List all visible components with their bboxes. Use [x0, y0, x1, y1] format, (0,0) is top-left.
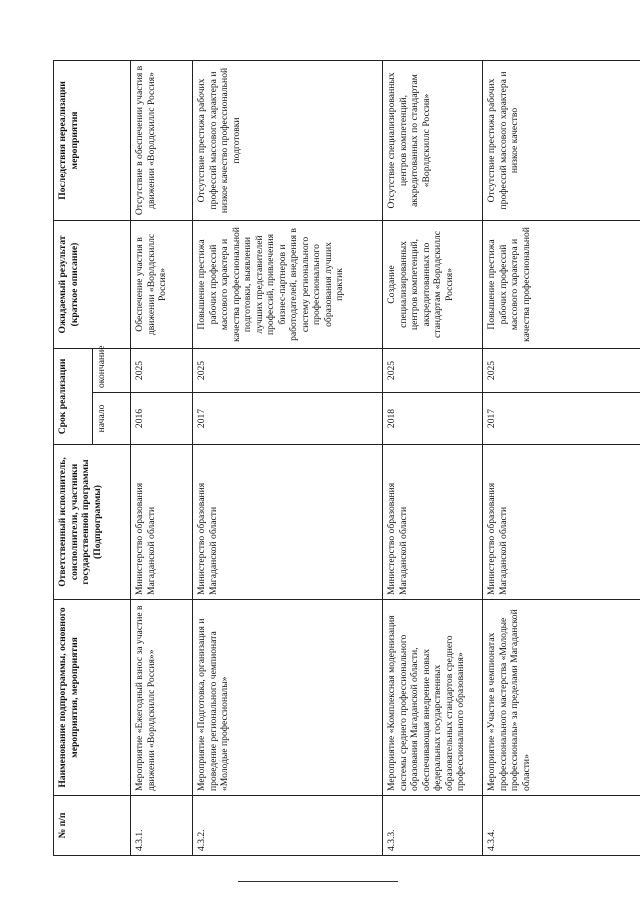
row-start: 2018	[383, 393, 483, 445]
rotated-page	[53, 61, 640, 856]
row-num: 4.3.3.	[383, 796, 483, 856]
header-name: Наименование подпрограммы, основного мероприятия, мероприятия	[54, 600, 131, 796]
row-num: 4.3.4.	[483, 796, 640, 856]
row-consequences: Отсутствие специализированных центров компетенций, аккредитованных по стандартам «Ворлдскиллс Россия»	[383, 60, 483, 220]
row-name: Мероприятие «Участие в чемпионатах профессионального мастерства «Молодые профессионалы» за пределами Магаданской области»	[483, 600, 640, 796]
row-result: Повышение престижа рабочих профессий массового характера и качества профессиональной подготовки, выявлении лучших представителей профессий, привлечения бизнес-партнеров и работодателей, внедрения в систему регионального профессионального образования лучших практик	[193, 220, 383, 348]
row-name: Мероприятие «Ежегодный взнос за участие в движении «Ворлдскиллс Россия»»	[131, 600, 193, 796]
row-consequences: Отсутствие в обеспечении участия в движении «Ворлдскиллс Россия»	[131, 60, 193, 220]
header-period: Срок реализации	[54, 348, 93, 444]
row-executor: Министерство образования Магаданской области	[483, 445, 640, 600]
header-consequences: Последствия нереализации мероприятия	[54, 60, 131, 220]
measures-table	[53, 60, 640, 856]
row-end: 2025	[483, 348, 640, 392]
row-consequences: Отсутствие престижа рабочих профессий массового характера и низкое качество профессиональной подготовки	[193, 60, 383, 220]
header-result: Ожидаемый результат (краткое описание)	[54, 220, 131, 348]
row-num: 4.3.1.	[131, 796, 193, 856]
row-name: Мероприятие «Комплексная модернизация системы среднего профессионального образования Магаданской области, обеспечивающая внедрение новых федеральных государственных образовательных стандартов среднего профессионального образования»	[383, 600, 483, 796]
row-end: 2025	[193, 348, 383, 392]
row-end: 2025	[383, 348, 483, 392]
row-start: 2017	[193, 393, 383, 445]
row-start: 2017	[483, 393, 640, 445]
row-result: Создание специализированных центров компетенций, аккредитованных по стандартам «Ворлдскиллс Россия»	[383, 220, 483, 348]
row-consequences: Отсутствие престижа рабочих профессий массового характера и низкое качество	[483, 60, 640, 220]
row-executor: Министерство образования Магаданской области	[383, 445, 483, 600]
header-start: начало	[92, 393, 131, 445]
row-executor: Министерство образования Магаданской области	[193, 445, 383, 600]
row-result: Обеспечение участия в движении «Ворлдскиллс Россия»	[131, 220, 193, 348]
header-num: № п/п	[54, 796, 131, 856]
row-num: 4.3.2.	[193, 796, 383, 856]
table-row	[383, 60, 483, 855]
row-executor: Министерство образования Магаданской области	[131, 445, 193, 600]
header-end: окончание	[92, 348, 131, 392]
row-name: Мероприятие «Подготовка, организация и проведение регионального чемпионата «Молодые профессионалы»	[193, 600, 383, 796]
table-row	[131, 60, 193, 855]
row-end: 2025	[131, 348, 193, 392]
table-row	[193, 60, 383, 855]
page-bottom-rule	[238, 881, 398, 882]
row-start: 2016	[131, 393, 193, 445]
row-result: Повышение престижа рабочих профессий массового характера и качества профессиональной	[483, 220, 640, 348]
header-row	[54, 60, 93, 855]
header-executor: Ответственный исполнитель, соисполнители, участники государственной программы (Подпрограммы)	[54, 445, 131, 600]
table-row	[483, 60, 640, 855]
